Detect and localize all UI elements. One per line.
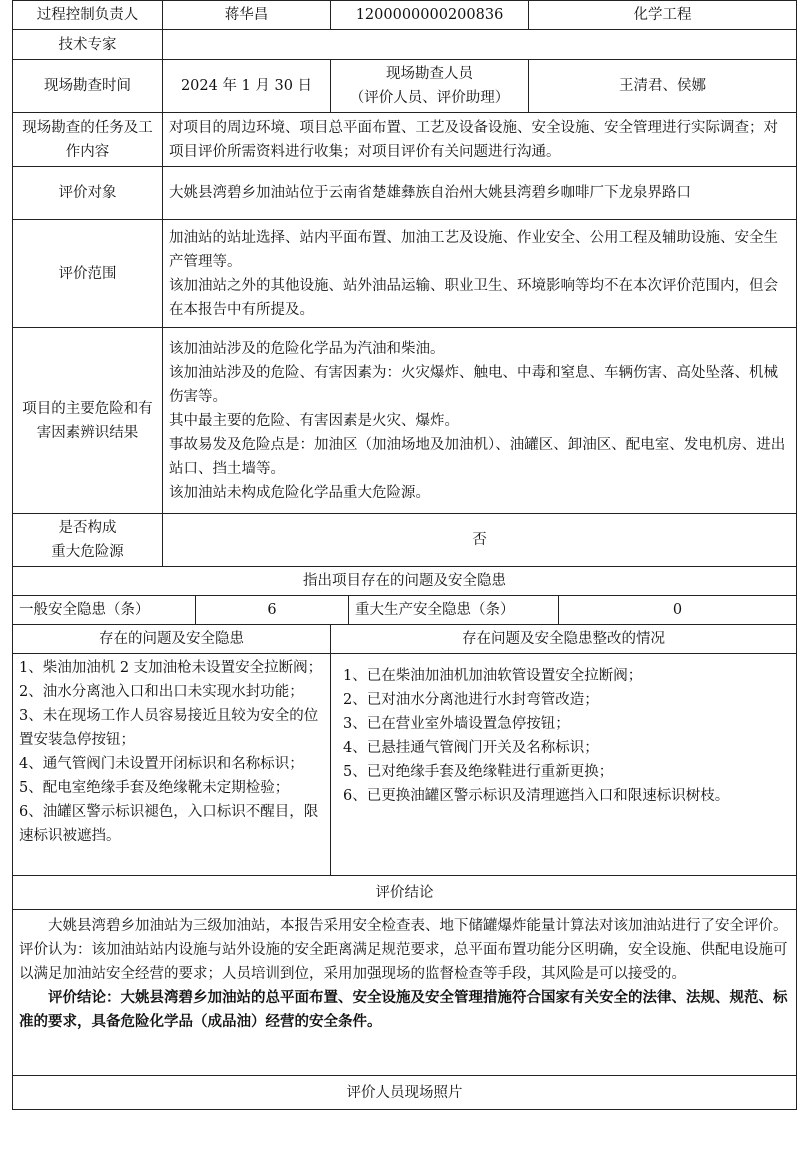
survey-staff-label-line1: 现场勘查人员 [386, 66, 473, 82]
issues-right-header: 存在问题及安全隐患整改的情况 [331, 625, 797, 654]
survey-time-value: 2024 年 1 月 30 日 [163, 60, 331, 113]
rectification-item: 5、已对绝缘手套及绝缘鞋进行重新更换； [343, 764, 614, 780]
object-value: 大姚县湾碧乡加油站位于云南省楚雄彝族自治州大姚县湾碧乡咖啡厂下龙泉界路口 [163, 167, 797, 220]
responsible-label: 过程控制负责人 [13, 1, 163, 30]
responsible-specialty: 化学工程 [529, 1, 797, 30]
issue-item: 2、油水分离池入口和出口未实现水封功能； [19, 684, 304, 700]
hazards-paragraph: 该加油站涉及的危险化学品为汽油和柴油。 [169, 340, 445, 357]
responsible-name: 蒋华昌 [163, 1, 331, 30]
object-label: 评价对象 [13, 167, 163, 220]
hazards-paragraph: 该加油站未构成危险化学品重大危险源。 [169, 484, 430, 501]
evaluation-form [12, 0, 796, 1110]
conclusion-verdict: 评价结论：大姚县湾碧乡加油站的总平面布置、安全设施及安全管理措施符合国家有关安全的法律、法规、规范、标准的要求，具备危险化学品（成品油）经营的安全条件。 [19, 989, 788, 1030]
scope-paragraph: 该加油站之外的其他设施、站外油品运输、职业卫生、环境影响等均不在本次评价范围内，但会在本报告中有所提及。 [169, 277, 778, 318]
major-hazard-count-value: 0 [559, 596, 797, 625]
general-hazard-count-label: 一般安全隐患（条） [13, 596, 196, 625]
major-hazard-count-label: 重大生产安全隐患（条） [349, 596, 559, 625]
scope-value [163, 220, 797, 328]
conclusion-title: 评价结论 [13, 876, 797, 910]
rectification-item: 1、已在柴油加油机加油软管设置安全拉断阀； [343, 668, 643, 684]
issue-item: 1、柴油加油机 2 支加油枪未设置安全拉断阀； [19, 660, 323, 676]
issue-item: 6、油罐区警示标识褪色，入口标识不醒目，限速标识被遮挡。 [19, 804, 319, 844]
scope-label: 评价范围 [13, 220, 163, 328]
issues-section-title: 指出项目存在的问题及安全隐患 [13, 567, 797, 596]
conclusion-body [13, 910, 797, 1076]
issues-right-list [331, 654, 797, 876]
rectification-item: 4、已悬挂通气管阀门开关及名称标识； [343, 740, 599, 756]
issue-item: 5、配电室绝缘手套及绝缘靴未定期检验； [19, 780, 290, 796]
responsible-id: 1200000000200836 [331, 1, 529, 30]
tech-expert-label: 技术专家 [13, 30, 163, 60]
major-source-label-line1: 是否构成 [58, 520, 117, 536]
major-source-label [13, 514, 163, 567]
issues-left-list [13, 654, 331, 876]
survey-staff-label-line2: （评价人员、评价助理） [349, 90, 510, 106]
task-value: 对项目的周边环境、项目总平面布置、工艺及设备设施、安全设施、安全管理进行实际调查；对项目评价所需资料进行收集；对项目评价有关问题进行沟通。 [163, 113, 797, 167]
hazards-label: 项目的主要危险和有害因素辨识结果 [13, 328, 163, 514]
hazards-value [163, 328, 797, 514]
survey-staff-value: 王清君、侯娜 [529, 60, 797, 113]
photos-section-title: 评价人员现场照片 [13, 1076, 797, 1110]
task-label: 现场勘查的任务及工作内容 [13, 113, 163, 167]
major-source-value: 否 [163, 514, 797, 567]
issues-left-header: 存在的问题及安全隐患 [13, 625, 331, 654]
issue-item: 4、通气管阀门未设置开闭标识和名称标识； [19, 756, 304, 772]
conclusion-paragraph: 大姚县湾碧乡加油站为三级加油站，本报告采用安全检查表、地下储罐爆炸能量计算法对该加油站进行了安全评价。评价认为：该加油站站内设施与站外设施的安全距离满足规范要求，总平面布置功能分区明确，安全设施、供配电设施可以满足加油站安全经营的要求；人员培训到位，采用加强现场的监督检查等手段，其风险是可以接受的。 [19, 918, 788, 982]
scope-paragraph: 加油站的站址选择、站内平面布置、加油工艺及设施、作业安全、公用工程及辅助设施、安全生产管理等。 [169, 229, 778, 270]
rectification-item: 6、已更换油罐区警示标识及清理遮挡入口和限速标识树枝。 [343, 788, 730, 804]
form-table [12, 0, 797, 1110]
survey-staff-label [331, 60, 529, 113]
tech-expert-value [163, 30, 797, 60]
hazards-paragraph: 其中最主要的危险、有害因素是火灾、爆炸。 [169, 412, 459, 429]
rectification-item: 3、已在营业室外墙设置急停按钮； [343, 716, 570, 732]
general-hazard-count-value: 6 [196, 596, 349, 625]
hazards-paragraph: 事故易发及危险点是：加油区（加油场地及加油机）、油罐区、卸油区、配电室、发电机房、进出站口、挡土墙等。 [169, 436, 786, 477]
survey-time-label: 现场勘查时间 [13, 60, 163, 113]
issue-item: 3、未在现场工作人员容易接近且较为安全的位置安装急停按钮； [19, 708, 319, 748]
major-source-label-line2: 重大危险源 [51, 544, 124, 560]
hazards-paragraph: 该加油站涉及的危险、有害因素为：火灾爆炸、触电、中毒和窒息、车辆伤害、高处坠落、机械伤害等。 [169, 364, 778, 405]
rectification-item: 2、已对油水分离池进行水封弯管改造； [343, 692, 599, 708]
